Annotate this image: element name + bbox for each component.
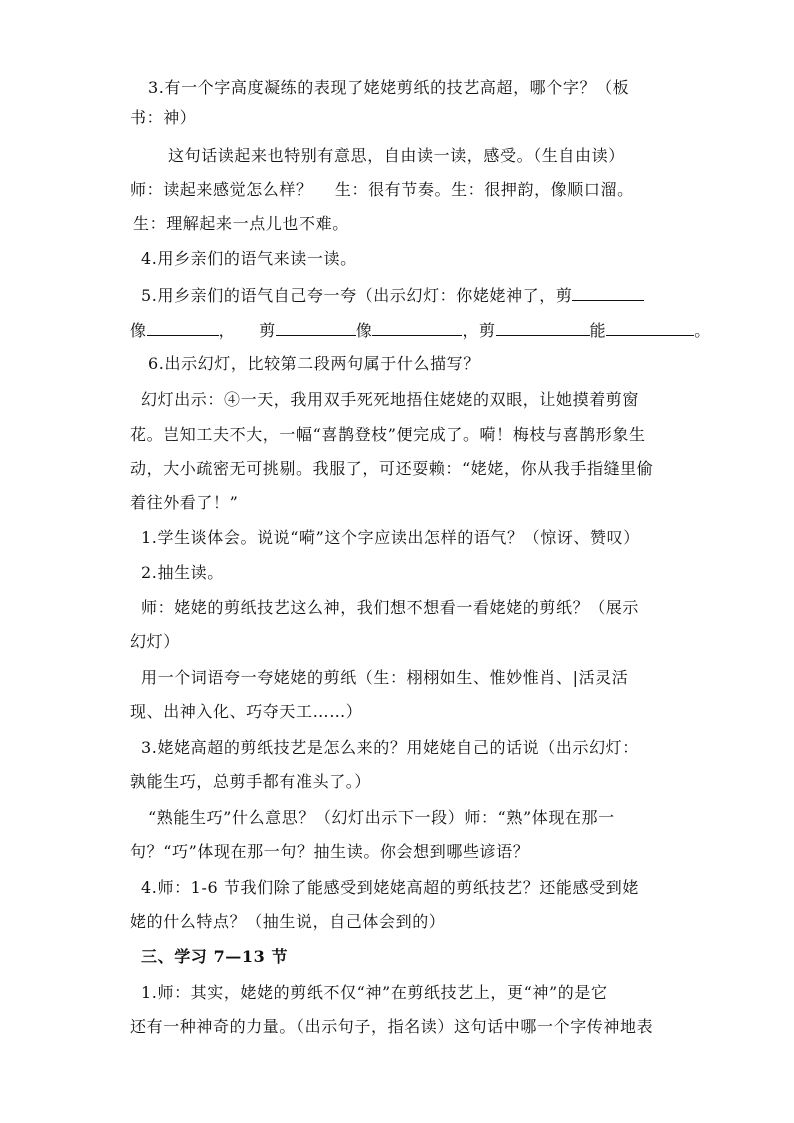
paragraph-line: 幻灯） xyxy=(130,632,180,651)
section-heading: 三、学习 7—13 节 xyxy=(141,947,289,966)
paragraph-text: 。 xyxy=(694,321,711,340)
paragraph-line: 孰能生巧，总剪手都有准头了。） xyxy=(130,772,372,791)
fill-blank xyxy=(372,319,462,336)
paragraph-line: 书：神） xyxy=(130,108,197,127)
paragraph-line: 这句话读起来也特别有意思，自由读一读，感受。（生自由读） xyxy=(168,146,625,165)
paragraph-line: 句？“巧”体现在那一句？抽生读。你会想到哪些谚语？ xyxy=(130,842,530,861)
paragraph-line: 生：理解起来一点儿也不难。 xyxy=(133,214,349,233)
paragraph-line: 幻灯出示：④一天，我用双手死死地捂住姥姥的双眼，让她摸着剪窗 xyxy=(141,390,640,409)
paragraph-line: 现、出神入化、巧夺天工……） xyxy=(130,702,363,721)
paragraph-line: 3.有一个字高度凝练的表现了姥姥剪纸的技艺高超，哪个字？（板 xyxy=(148,78,630,97)
paragraph-line: 3.姥姥高超的剪纸技艺是怎么来的？用姥姥自己的话说（出示幻灯： xyxy=(141,738,639,757)
fill-blank xyxy=(276,319,356,336)
paragraph-text: 像 xyxy=(355,321,373,340)
paragraph-line: 用一个词语夸一夸姥姥的剪纸（生：栩栩如生、惟妙惟肖、|活灵活 xyxy=(141,668,629,687)
paragraph-line: “熟能生巧”什么意思？（幻灯出示下一段）师：“熟”体现在那一 xyxy=(148,808,615,827)
paragraph-line: 6.出示幻灯，比较第二段两句属于什么描写？ xyxy=(148,354,480,373)
paragraph-line: 4.用乡亲们的语气来读一读。 xyxy=(141,249,357,268)
paragraph-line: 师：姥姥的剪纸技艺这么神，我们想不想看一看姥姥的剪纸？（展示 xyxy=(141,598,640,617)
paragraph-text: 像 xyxy=(130,321,147,340)
fill-blank xyxy=(572,284,644,301)
paragraph-line: 1.学生谈体会。说说“嗬”这个字应读出怎样的语气？（惊讶、赞叹） xyxy=(141,528,640,547)
paragraph-text: 剪 xyxy=(259,321,276,340)
paragraph-text: 能 xyxy=(589,321,607,340)
fill-blank xyxy=(496,319,590,336)
paragraph-text: ，剪 xyxy=(462,321,496,340)
paragraph-line: 1.师：其实，姥姥的剪纸不仅“神”在剪纸技艺上，更“神”的是它 xyxy=(141,983,608,1002)
fill-blank xyxy=(147,319,219,336)
paragraph-line xyxy=(141,284,644,306)
paragraph-line: 还有一种神奇的力量。（出示句子，指名读）这句话中哪一个字传神地表 xyxy=(130,1017,654,1036)
paragraph-line: 2.抽生读。 xyxy=(141,563,224,582)
paragraph-line: 姥的什么特点？（抽生说，自己体会到的） xyxy=(130,912,446,931)
paragraph-line: 花。岂知工夫不大，一幅“喜鹊登枝”便完成了。嗬！梅枝与喜鹊形象生 xyxy=(130,425,646,444)
paragraph-line xyxy=(130,319,711,341)
paragraph-line: 动，大小疏密无可挑剔。我服了，可还耍赖：“姥姥，你从我手指缝里偷 xyxy=(130,459,654,478)
paragraph-line: 4.师：1-6 节我们除了能感受到姥姥高超的剪纸技艺？还能感受到姥 xyxy=(141,878,639,897)
fill-blank xyxy=(606,319,694,336)
paragraph-line: 师：读起来感觉怎么样？ 生：很有节奏。生：很押韵，像顺口溜。 xyxy=(130,180,634,199)
paragraph-text: 5.用乡亲们的语气自己夸一夸（出示幻灯：你姥姥神了，剪 xyxy=(141,286,573,305)
paragraph-text: ， xyxy=(218,321,236,340)
paragraph-line: 着往外看了！” xyxy=(130,493,239,512)
